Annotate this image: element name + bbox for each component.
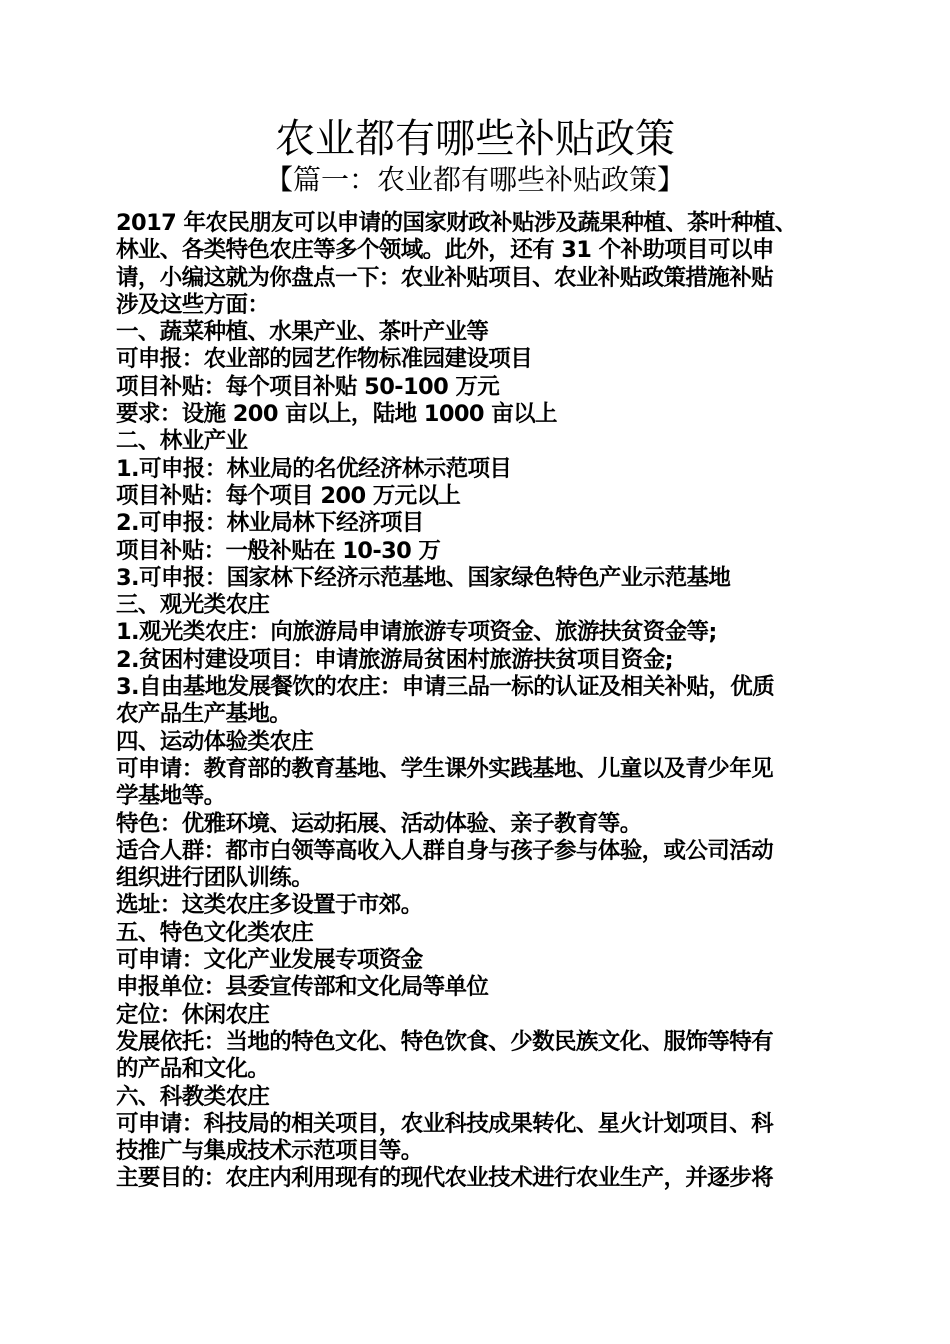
- body-line: 组织进行团队训练。: [116, 865, 314, 892]
- body-line: 一、蔬菜种植、水果产业、茶叶产业等: [116, 319, 489, 346]
- document-body: [116, 210, 836, 1193]
- body-line: 2017 年农民朋友可以申请的国家财政补贴涉及蔬果种植、茶叶种植、: [116, 210, 797, 236]
- body-line: 项目补贴：每个项目补贴 50-100 万元: [116, 373, 500, 400]
- body-line: 选址：这类农庄多设置于市郊。: [116, 892, 423, 919]
- body-line: 1.可申报：林业局的名优经济林示范项目: [116, 455, 512, 482]
- body-line: 林业、各类特色农庄等多个领域。此外，还有 31 个补助项目可以申: [116, 237, 774, 264]
- document-subtitle: 【篇一：农业都有哪些补贴政策】: [264, 163, 685, 196]
- body-line: 学基地等。: [116, 783, 226, 810]
- body-line: 可申报：农业部的园艺作物标准园建设项目: [116, 346, 533, 373]
- body-line: 项目补贴：一般补贴在 10-30 万: [116, 537, 441, 564]
- body-line: 申报单位：县委宣传部和文化局等单位: [116, 974, 489, 1001]
- body-line: 可申请：教育部的教育基地、学生课外实践基地、儿童以及青少年见: [116, 755, 774, 782]
- body-line: 发展依托：当地的特色文化、特色饮食、少数民族文化、服饰等特有: [116, 1028, 774, 1055]
- body-line: 3.自由基地发展餐饮的农庄：申请三品一标的认证及相关补贴，优质: [116, 674, 775, 701]
- body-line: 请，小编这就为你盘点一下：农业补贴项目、农业补贴政策措施补贴: [116, 264, 774, 291]
- body-line: 定位：休闲农庄: [116, 1001, 270, 1028]
- body-line: 要求：设施 200 亩以上，陆地 1000 亩以上: [116, 401, 557, 428]
- body-line: 2.可申报：林业局林下经济项目: [116, 510, 424, 537]
- body-line: 农产品生产基地。: [116, 701, 292, 728]
- body-line: 五、特色文化类农庄: [116, 919, 314, 946]
- body-line: 2.贫困村建设项目：申请旅游局贫困村旅游扶贫项目资金;: [116, 646, 674, 673]
- body-line: 适合人群：都市白领等高收入人群自身与孩子参与体验，或公司活动: [116, 837, 774, 864]
- body-line: 四、运动体验类农庄: [116, 728, 314, 755]
- body-line: 可申请：科技局的相关项目，农业科技成果转化、星火计划项目、科: [116, 1110, 774, 1137]
- body-line: 技推广与集成技术示范项目等。: [116, 1138, 423, 1165]
- document-title: 农业都有哪些补贴政策: [275, 116, 675, 162]
- body-line: 六、科教类农庄: [116, 1083, 270, 1110]
- body-line: 主要目的：农庄内利用现有的现代农业技术进行农业生产，并逐步将: [116, 1165, 774, 1192]
- body-line: 特色：优雅环境、运动拓展、活动体验、亲子教育等。: [116, 810, 642, 837]
- body-line: 的产品和文化。: [116, 1056, 270, 1083]
- body-line: 3.可申报：国家林下经济示范基地、国家绿色特色产业示范基地: [116, 564, 731, 591]
- body-line: 涉及这些方面：: [116, 291, 270, 318]
- body-line: 可申请：文化产业发展专项资金: [116, 947, 423, 974]
- body-line: 三、观光类农庄: [116, 592, 270, 619]
- body-line: 二、林业产业: [116, 428, 248, 455]
- body-line: 项目补贴：每个项目 200 万元以上: [116, 482, 461, 509]
- body-line: 1.观光类农庄：向旅游局申请旅游专项资金、旅游扶贫资金等;: [116, 619, 717, 646]
